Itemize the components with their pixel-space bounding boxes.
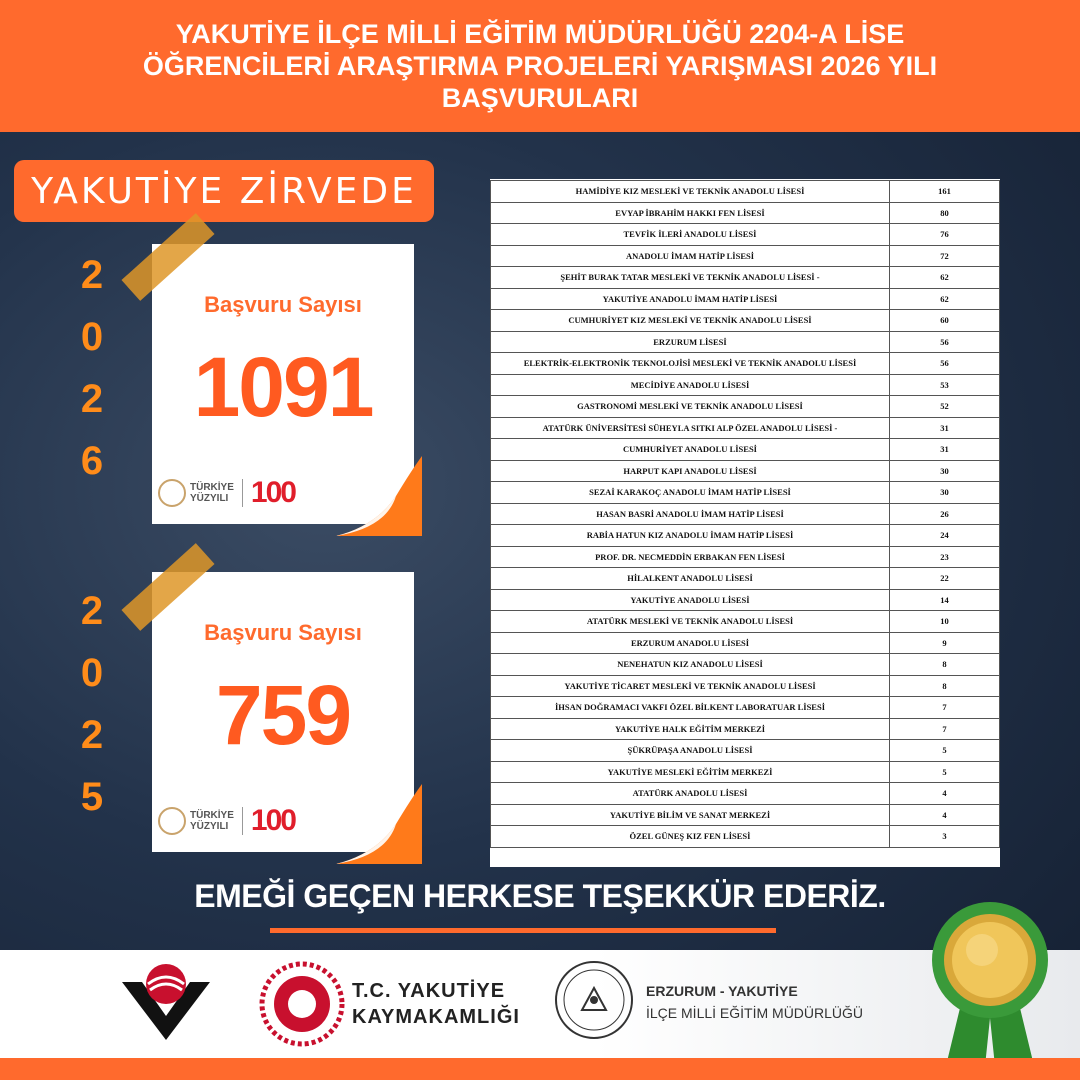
application-count: 56 — [890, 353, 1000, 375]
tubitak-logo-icon — [120, 960, 212, 1042]
table-row — [491, 439, 1000, 461]
page-curl-icon — [336, 784, 422, 864]
table-row — [491, 826, 1000, 848]
table-row — [491, 417, 1000, 439]
application-count: 52 — [890, 396, 1000, 418]
school-name: YAKUTİYE TİCARET MESLEKİ VE TEKNİK ANADOLU LİSESİ — [491, 675, 890, 697]
application-count: 4 — [890, 804, 1000, 826]
logo-text: TÜRKİYE — [190, 482, 234, 493]
application-count: 62 — [890, 288, 1000, 310]
page-title — [0, 0, 1080, 132]
application-count: 26 — [890, 503, 1000, 525]
school-name: HAMİDİYE KIZ MESLEKİ VE TEKNİK ANADOLU LİSESİ — [491, 181, 890, 203]
table-row — [491, 697, 1000, 719]
application-count: 5 — [890, 761, 1000, 783]
school-name: YAKUTİYE HALK EĞİTİM MERKEZİ — [491, 718, 890, 740]
card-value: 1091 — [193, 340, 373, 434]
year-digit: 0 — [80, 315, 104, 359]
application-count: 9 — [890, 632, 1000, 654]
application-count: 24 — [890, 525, 1000, 547]
table-row — [491, 245, 1000, 267]
centennial-logo: 100 — [250, 804, 295, 837]
application-count: 60 — [890, 310, 1000, 332]
title-line-1: YAKUTİYE İLÇE MİLLİ EĞİTİM MÜDÜRLÜĞÜ 2204-A LİSE — [175, 19, 905, 49]
school-name: ŞEHİT BURAK TATAR MESLEKİ VE TEKNİK ANADOLU LİSESİ - — [491, 267, 890, 289]
table-row — [491, 482, 1000, 504]
school-name: ELEKTRİK-ELEKTRONİK TEKNOLOJİSİ MESLEKİ VE TEKNİK ANADOLU LİSESİ — [491, 353, 890, 375]
school-name: HİLALKENT ANADOLU LİSESİ — [491, 568, 890, 590]
school-name: HARPUT KAPI ANADOLU LİSESİ — [491, 460, 890, 482]
applications-card-2025 — [152, 572, 414, 852]
table-row — [491, 310, 1000, 332]
schools-table-panel — [490, 179, 1000, 867]
school-name: GASTRONOMİ MESLEKİ VE TEKNİK ANADOLU LİSESİ — [491, 396, 890, 418]
year-digit: 5 — [80, 775, 104, 819]
centennial-logo: 100 — [250, 476, 295, 509]
logo-divider — [242, 807, 243, 835]
table-row — [491, 396, 1000, 418]
card-logos — [158, 476, 295, 510]
footer-accent-bar — [0, 1058, 1080, 1080]
table-row — [491, 761, 1000, 783]
table-row — [491, 718, 1000, 740]
school-name: ÖZEL GÜNEŞ KIZ FEN LİSESİ — [491, 826, 890, 848]
application-count: 7 — [890, 718, 1000, 740]
application-count: 4 — [890, 783, 1000, 805]
gold-medal-icon — [930, 898, 1050, 1078]
zirvede-banner: YAKUTİYE ZİRVEDE — [14, 160, 434, 222]
turkiye-yuzyili-icon — [158, 807, 186, 835]
table-row — [491, 460, 1000, 482]
school-name: YAKUTİYE ANADOLU İMAM HATİP LİSESİ — [491, 288, 890, 310]
table-row — [491, 740, 1000, 762]
application-count: 5 — [890, 740, 1000, 762]
year-digit: 6 — [80, 439, 104, 483]
school-name: YAKUTİYE BİLİM VE SANAT MERKEZİ — [491, 804, 890, 826]
table-row — [491, 632, 1000, 654]
school-name: ANADOLU İMAM HATİP LİSESİ — [491, 245, 890, 267]
school-name: TEVFİK İLERİ ANADOLU LİSESİ — [491, 224, 890, 246]
application-count: 23 — [890, 546, 1000, 568]
meb-line: İLÇE MİLLİ EĞİTİM MÜDÜRLÜĞÜ — [646, 1005, 864, 1021]
meb-line: ERZURUM - YAKUTİYE — [646, 983, 798, 999]
school-name: SEZAİ KARAKOÇ ANADOLU İMAM HATİP LİSESİ — [491, 482, 890, 504]
logo-text: TÜRKİYE — [190, 810, 234, 821]
school-name: İHSAN DOĞRAMACI VAKFI ÖZEL BİLKENT LABORATUAR LİSESİ — [491, 697, 890, 719]
meb-name — [646, 980, 863, 1024]
year-2025-digits — [70, 580, 114, 828]
application-count: 3 — [890, 826, 1000, 848]
table-row — [491, 353, 1000, 375]
year-digit: 2 — [80, 253, 104, 297]
kaymakamlik-seal-icon — [258, 960, 346, 1048]
turkiye-yuzyili-icon — [158, 479, 186, 507]
school-name: ŞÜKRÜPAŞA ANADOLU LİSESİ — [491, 740, 890, 762]
table-row — [491, 288, 1000, 310]
school-name: ATATÜRK ANADOLU LİSESİ — [491, 783, 890, 805]
schools-table — [490, 180, 1000, 848]
application-count: 14 — [890, 589, 1000, 611]
application-count: 22 — [890, 568, 1000, 590]
kaymakamlik-line: KAYMAKAMLIĞI — [352, 1006, 520, 1028]
kaymakamlik-line: T.C. YAKUTİYE — [352, 980, 506, 1002]
school-name: ERZURUM ANADOLU LİSESİ — [491, 632, 890, 654]
table-row — [491, 331, 1000, 353]
logo-text: YÜZYILI — [190, 493, 229, 504]
card-logos — [158, 804, 295, 838]
school-name: ATATÜRK ÜNİVERSİTESİ SÜHEYLA SITKI ALP ÖZEL ANADOLU LİSESİ - — [491, 417, 890, 439]
application-count: 8 — [890, 675, 1000, 697]
year-digit: 0 — [80, 651, 104, 695]
year-digit: 2 — [80, 589, 104, 633]
table-row — [491, 783, 1000, 805]
table-row — [491, 675, 1000, 697]
application-count: 161 — [890, 181, 1000, 203]
table-row — [491, 589, 1000, 611]
application-count: 53 — [890, 374, 1000, 396]
table-row — [491, 267, 1000, 289]
school-name: YAKUTİYE ANADOLU LİSESİ — [491, 589, 890, 611]
application-count: 80 — [890, 202, 1000, 224]
table-row — [491, 181, 1000, 203]
application-count: 72 — [890, 245, 1000, 267]
logo-divider — [242, 479, 243, 507]
title-line-2: ÖĞRENCİLERİ ARAŞTIRMA PROJELERİ YARIŞMASI 2026 YILI — [142, 51, 938, 81]
school-name: NENEHATUN KIZ ANADOLU LİSESİ — [491, 654, 890, 676]
school-name: CUMHURİYET ANADOLU LİSESİ — [491, 439, 890, 461]
card-label: Başvuru Sayısı — [204, 620, 362, 645]
table-row — [491, 224, 1000, 246]
application-count: 30 — [890, 482, 1000, 504]
year-2026-digits — [70, 244, 114, 492]
school-name: CUMHURİYET KIZ MESLEKİ VE TEKNİK ANADOLU LİSESİ — [491, 310, 890, 332]
thanks-underline — [270, 928, 776, 933]
table-row — [491, 568, 1000, 590]
application-count: 10 — [890, 611, 1000, 633]
card-value: 759 — [215, 668, 351, 762]
table-row — [491, 611, 1000, 633]
application-count: 31 — [890, 439, 1000, 461]
table-row — [491, 202, 1000, 224]
table-row — [491, 525, 1000, 547]
table-row — [491, 503, 1000, 525]
school-name: ERZURUM LİSESİ — [491, 331, 890, 353]
meb-seal-icon — [552, 958, 636, 1042]
school-name: RABİA HATUN KIZ ANADOLU İMAM HATİP LİSESİ — [491, 525, 890, 547]
table-row — [491, 546, 1000, 568]
table-row — [491, 654, 1000, 676]
title-line-3: BAŞVURULARI — [441, 83, 639, 113]
year-digit: 2 — [80, 713, 104, 757]
school-name: HASAN BASRİ ANADOLU İMAM HATİP LİSESİ — [491, 503, 890, 525]
page-curl-icon — [336, 456, 422, 536]
application-count: 31 — [890, 417, 1000, 439]
application-count: 62 — [890, 267, 1000, 289]
application-count: 7 — [890, 697, 1000, 719]
school-name: ATATÜRK MESLEKİ VE TEKNİK ANADOLU LİSESİ — [491, 611, 890, 633]
application-count: 30 — [890, 460, 1000, 482]
table-row — [491, 804, 1000, 826]
school-name: MECİDİYE ANADOLU LİSESİ — [491, 374, 890, 396]
school-name: PROF. DR. NECMEDDİN ERBAKAN FEN LİSESİ — [491, 546, 890, 568]
logo-text: YÜZYILI — [190, 821, 229, 832]
application-count: 56 — [890, 331, 1000, 353]
school-name: EVYAP İBRAHİM HAKKI FEN LİSESİ — [491, 202, 890, 224]
year-digit: 2 — [80, 377, 104, 421]
turkiye-yuzyili-logo — [158, 807, 234, 835]
kaymakamlik-name — [352, 978, 520, 1030]
school-name: YAKUTİYE MESLEKİ EĞİTİM MERKEZİ — [491, 761, 890, 783]
applications-card-2026 — [152, 244, 414, 524]
application-count: 8 — [890, 654, 1000, 676]
table-row — [491, 374, 1000, 396]
application-count: 76 — [890, 224, 1000, 246]
card-label: Başvuru Sayısı — [204, 292, 362, 317]
thanks-message: EMEĞİ GEÇEN HERKESE TEŞEKKÜR EDERİZ. — [194, 878, 886, 914]
turkiye-yuzyili-logo — [158, 479, 234, 507]
